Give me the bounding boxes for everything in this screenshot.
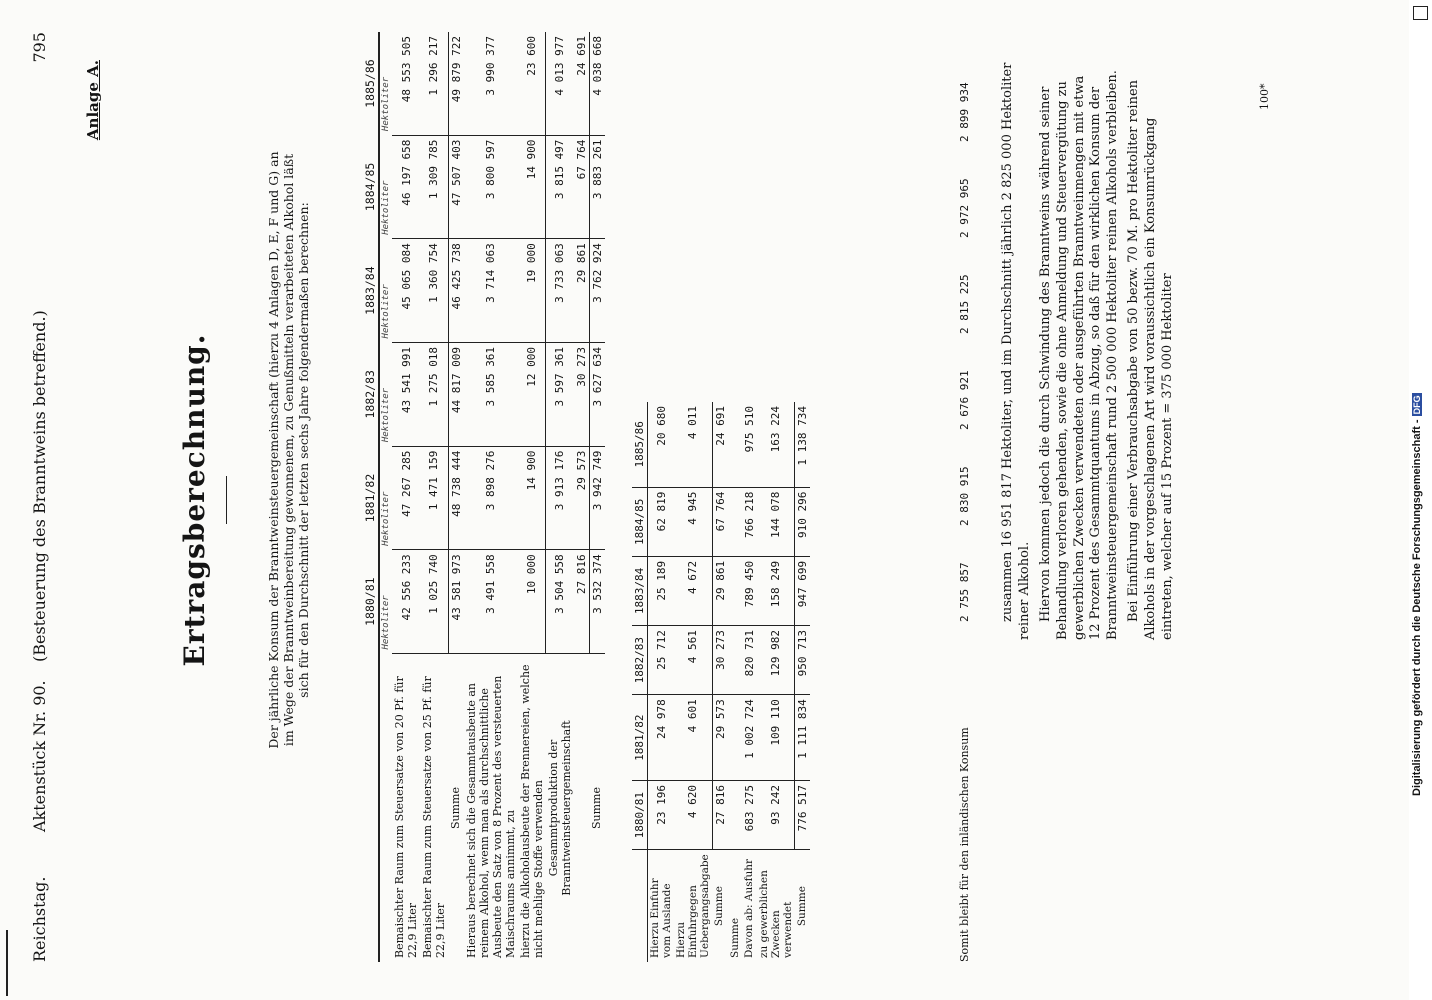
cell: 19 000: [518, 239, 546, 343]
table-row: [448, 32, 464, 962]
unit-row: [379, 32, 392, 962]
unit-label: Hektoliter: [381, 595, 391, 650]
page-title: Ertragsberechnung.: [178, 333, 211, 667]
year-col: 1885/86: [362, 32, 379, 135]
cell: 30 273: [712, 626, 728, 695]
table-row: [392, 32, 420, 962]
table-row: [742, 402, 757, 962]
cell: 776 517: [795, 781, 811, 850]
cell: 43 581 973: [448, 550, 464, 654]
year-col: 1883/84: [632, 556, 648, 625]
cell: [728, 402, 742, 487]
cell: 62 819: [648, 487, 675, 556]
title-divider: [226, 476, 227, 524]
table-row: [728, 402, 742, 962]
cell: 820 731: [742, 626, 757, 695]
cell: 109 110: [757, 695, 795, 781]
row-label: Hieraus berechnet sich die Gesammtausbeute an reinem Alkohol, wenn man als durchschnittliche Ausbeute den Satz von 8 Prozent des versteuerten Maischraums annimmt, zu: [464, 675, 517, 958]
cell: 4 561: [674, 626, 712, 695]
table-row: [420, 32, 448, 962]
cell: 12 000: [518, 342, 546, 446]
cell: 27 816: [574, 550, 590, 654]
table-header-row: [362, 32, 379, 962]
cell: 789 450: [742, 556, 757, 625]
cell: 4 672: [674, 556, 712, 625]
cell: 29 573: [574, 446, 590, 550]
unit-label: Hektoliter: [381, 491, 391, 546]
cell: 4 620: [674, 781, 712, 850]
table-row: [518, 32, 546, 962]
row-label: Bemaischter Raum zum Steuersatze von 25 Pf. für 22,9 Liter: [421, 676, 447, 958]
cell: 49 879 722: [448, 32, 464, 135]
cell: 975 510: [742, 402, 757, 487]
unit-label: Hektoliter: [381, 76, 391, 132]
cell: 3 913 176: [546, 446, 574, 550]
cell: 4 013 977: [546, 32, 574, 135]
cell: 4 601: [674, 695, 712, 781]
row-label: [574, 654, 590, 963]
dfg-logo: DFG: [1412, 395, 1422, 415]
cell: [728, 695, 742, 781]
cell: 14 900: [518, 446, 546, 550]
cell: 3 714 063: [464, 239, 518, 343]
table-row: [574, 32, 590, 962]
row-label: Summe: [449, 787, 463, 829]
cell: [728, 487, 742, 556]
cell: 163 224: [757, 402, 795, 487]
paragraph: Hiervon kommen jedoch die durch Schwindung des Branntweins während seiner Behandlung verloren gehenden, sowie die ohne Anmeldung und Steuervergütung zu gewerblichen Zwecken verwendeten oder ausgeführten Branntweinmengen mit etwa 12 Prozent des Gesammtquantums in Abzug, so daß für den wirklichen Konsum der Branntweinsteuergemeinschaft rund 2 500 000 Hektoliter reinen Alkohols verbleiben.: [1037, 70, 1121, 640]
unit-label: Hektoliter: [381, 284, 391, 339]
revenue-table: [362, 32, 605, 962]
cell: 3 627 634: [589, 342, 605, 446]
page-number: 795: [30, 32, 49, 63]
unit-label: Hektoliter: [381, 180, 391, 235]
year-col: 1881/82: [362, 446, 379, 550]
cell: 4 038 668: [589, 32, 605, 135]
year-col: 1881/82: [632, 695, 648, 781]
annex-label: Anlage A.: [84, 60, 102, 141]
cell: 93 242: [757, 781, 795, 850]
cell: 30 273: [574, 342, 590, 446]
cell: 3 898 276: [464, 446, 518, 550]
table-row: [648, 402, 675, 962]
sheet-marker: 100*: [1258, 83, 1271, 110]
cell: 950 713: [795, 626, 811, 695]
cell: 3 990 377: [464, 32, 518, 135]
cell: 14 900: [518, 135, 546, 239]
row-label: Bemaischter Raum zum Steuersatze von 20 Pf. für 22,9 Liter: [393, 676, 419, 958]
cell: 24 691: [712, 402, 728, 487]
table-row: [712, 402, 728, 962]
cell: 67 764: [712, 487, 728, 556]
cell: 47 507 403: [448, 135, 464, 239]
import-export-body: [648, 402, 811, 962]
row-label: Summe: [590, 787, 604, 829]
body-text: [1000, 60, 1181, 640]
cell: 3 800 597: [464, 135, 518, 239]
year-col: 1883/84: [362, 239, 379, 343]
table-row: [757, 402, 795, 962]
row-label: Summe: [728, 917, 741, 958]
year-col: 1884/85: [632, 487, 648, 556]
paragraph: zusammen 16 951 817 Hektoliter, und im Durchschnitt jährlich 2 825 000 Hektoliter reiner Alkohol.: [1000, 62, 1032, 640]
cell: 46 197 658: [392, 135, 420, 239]
cell: 27 816: [712, 781, 728, 850]
cell: 3 883 261: [589, 135, 605, 239]
dfg-credit: [1411, 176, 1427, 796]
table-row: [674, 402, 712, 962]
cell: 3 491 558: [464, 550, 518, 654]
year-col: 1882/83: [362, 342, 379, 446]
cell: 3 532 374: [589, 550, 605, 654]
row-label: zu gewerblichen Zwecken verwendet: [757, 870, 794, 958]
cell: 1 360 754: [420, 239, 448, 343]
cell: 29 861: [712, 556, 728, 625]
cell: 23 600: [518, 32, 546, 135]
row-label: hierzu die Alkoholausbeute der Brennereien, welche nicht mehlige Stoffe verwenden: [518, 664, 545, 958]
cell: 24 978: [648, 695, 675, 781]
cell: 1 471 159: [420, 446, 448, 550]
paragraph: Bei Einführung einer Verbrauchsabgabe von 50 bezw. 70 M. pro Hektoliter reinen Alkohols in der vorgeschlagenen Art wird voraussichtlich ein Konsumrückgang eintreten, welcher auf 15 Prozent = 375 000 Hektoliter: [1126, 79, 1176, 640]
year-col: 1880/81: [362, 550, 379, 654]
cell: 23 196: [648, 781, 675, 850]
scan-edge: [6, 930, 8, 996]
dfg-sidebar: [1409, 0, 1432, 1000]
cell: 2 972 965: [958, 178, 971, 238]
corner-box: [1413, 6, 1428, 20]
cell: 29 861: [574, 239, 590, 343]
cell: 2 676 921: [958, 370, 971, 430]
header-left: Reichstag.: [30, 876, 49, 962]
cell: 29 573: [712, 695, 728, 781]
cell: 46 425 738: [448, 239, 464, 343]
row-label: Davon ab: Ausfuhr: [742, 858, 755, 958]
cell: 683 275: [742, 781, 757, 850]
cell: 44 817 009: [448, 342, 464, 446]
cell: 766 218: [742, 487, 757, 556]
table2-header-row: [632, 402, 648, 962]
cell: 144 078: [757, 487, 795, 556]
cell: 48 553 505: [392, 32, 420, 135]
cell: 3 942 749: [589, 446, 605, 550]
cell: 1 002 724: [742, 695, 757, 781]
cell: 129 982: [757, 626, 795, 695]
intro-text: Der jährliche Konsum der Branntweinsteuergemeinschaft (hierzu 4 Anlagen D, E, F und G) an im Wege der Branntweinbereitung gewonnenem, zu Genußmitteln verarbeiteten Alkohol läßt sich für den Durchschnitt der letzten sechs Jahre folgendermaßen berechnen:: [266, 151, 311, 749]
year-col: 1882/83: [632, 626, 648, 695]
cell: 48 738 444: [448, 446, 464, 550]
table-row: [546, 32, 574, 962]
cell: [728, 626, 742, 695]
table-row: [464, 32, 518, 962]
import-export-table: [632, 402, 810, 962]
cell: 4 011: [674, 402, 712, 487]
cell: 3 504 558: [546, 550, 574, 654]
cell: 10 000: [518, 550, 546, 654]
cell: 1 111 834: [795, 695, 811, 781]
dfg-credit-text: Digitalisierung gefördert durch die Deutsche Forschungsgemeinschaft -: [1411, 419, 1423, 796]
revenue-table-body: [392, 32, 605, 962]
page-header: [30, 32, 56, 962]
cell: 20 680: [648, 402, 675, 487]
cell: [728, 556, 742, 625]
cell: 25 712: [648, 626, 675, 695]
row-label: Hierzu Einfuhr vom Auslande: [649, 878, 673, 958]
cell: 3 733 063: [546, 239, 574, 343]
cell: 2 815 225: [958, 274, 971, 334]
cell: 1 275 018: [420, 342, 448, 446]
cell: 947 699: [795, 556, 811, 625]
cell: 3 762 924: [589, 239, 605, 343]
row-label: Gesammtproduktion der Branntweinsteuergemeinschaft: [546, 720, 573, 896]
row-label: Somit bleibt für den inländischen Konsum: [958, 727, 971, 962]
row-label: Hierzu Einfuhrgegen Uebergangsabgabe: [675, 854, 711, 958]
cell: 24 691: [574, 32, 590, 135]
cell: 3 815 497: [546, 135, 574, 239]
cell: 1 296 217: [420, 32, 448, 135]
cell: 3 597 361: [546, 342, 574, 446]
cell: 2 830 915: [958, 466, 971, 526]
cell: 25 189: [648, 556, 675, 625]
year-col: 1880/81: [632, 781, 648, 850]
table-row: [589, 32, 605, 962]
cell: 3 585 361: [464, 342, 518, 446]
cell: 67 764: [574, 135, 590, 239]
cell: [728, 781, 742, 850]
unit-label: Hektoliter: [381, 387, 391, 443]
cell: 1 025 740: [420, 550, 448, 654]
cell: 1 138 734: [795, 402, 811, 487]
cell: 43 541 991: [392, 342, 420, 446]
cell: 47 267 285: [392, 446, 420, 550]
year-col: 1884/85: [362, 135, 379, 239]
header-doc: Aktenstück Nr. 90.: [30, 680, 49, 832]
row-label: Summe: [795, 886, 808, 927]
cell: 42 556 233: [392, 550, 420, 654]
cell: 4 945: [674, 487, 712, 556]
cell: 2 899 934: [958, 82, 971, 142]
cell: 45 065 084: [392, 239, 420, 343]
year-col: 1885/86: [632, 402, 648, 487]
row-label: Summe: [713, 886, 725, 927]
header-subject: (Besteuerung des Branntweins betreffend.): [30, 310, 49, 662]
cell: 1 309 785: [420, 135, 448, 239]
table-row: [795, 402, 811, 962]
cell: 910 296: [795, 487, 811, 556]
cell: 2 755 857: [958, 562, 971, 622]
cell: 158 249: [757, 556, 795, 625]
